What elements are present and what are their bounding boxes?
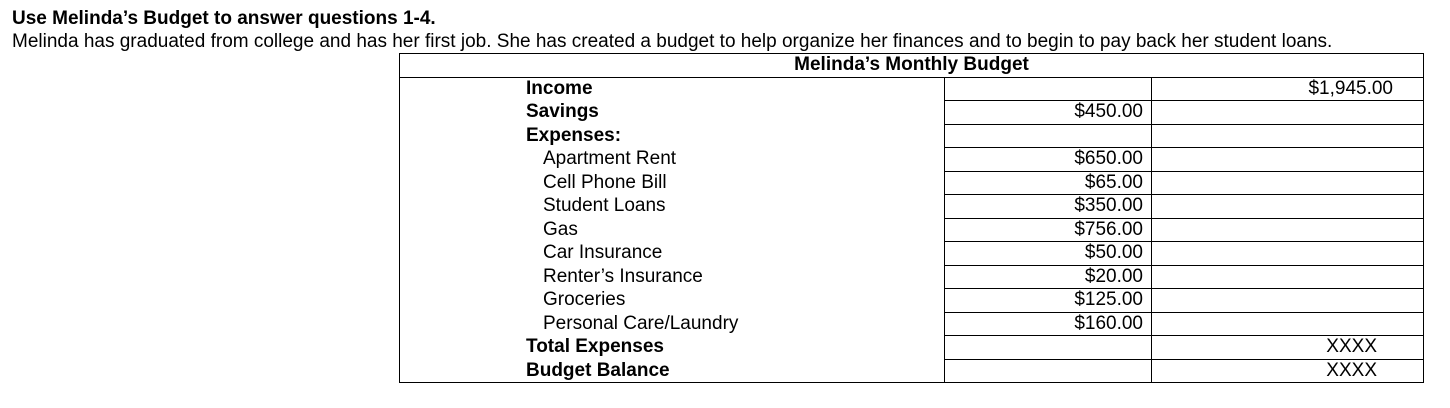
budget-row (400, 148, 1424, 172)
budget-row-total (1152, 195, 1424, 219)
budget-title-row (400, 54, 1424, 78)
budget-row-label: Gas (400, 218, 945, 242)
budget-row-total (1152, 312, 1424, 336)
budget-title: Melinda’s Monthly Budget (400, 54, 1424, 78)
intro-paragraph: Melinda has graduated from college and has her first job. She has created a budget to help organize her finances and to begin to pay back her student loans. (12, 31, 1333, 52)
budget-row-total (1152, 289, 1424, 313)
budget-row-amount: $350.00 (945, 195, 1152, 219)
budget-row-total: $1,945.00 (1152, 77, 1424, 101)
budget-row-amount: $50.00 (945, 242, 1152, 266)
budget-row-total (1152, 148, 1424, 172)
budget-row-label: Apartment Rent (400, 148, 945, 172)
budget-row-total (1152, 171, 1424, 195)
budget-row-label: Expenses: (400, 124, 945, 148)
budget-row (400, 101, 1424, 125)
budget-table-body (400, 54, 1424, 383)
budget-row-label: Personal Care/Laundry (400, 312, 945, 336)
budget-row-total (1152, 265, 1424, 289)
budget-row-amount: $125.00 (945, 289, 1152, 313)
budget-row (400, 289, 1424, 313)
budget-row (400, 171, 1424, 195)
budget-row-label: Total Expenses (400, 336, 945, 360)
budget-row (400, 265, 1424, 289)
budget-row-label: Groceries (400, 289, 945, 313)
budget-row-amount (945, 336, 1152, 360)
budget-row-label: Cell Phone Bill (400, 171, 945, 195)
budget-row (400, 124, 1424, 148)
budget-row-amount: $756.00 (945, 218, 1152, 242)
budget-row-total: XXXX (1152, 359, 1424, 383)
budget-row-amount: $650.00 (945, 148, 1152, 172)
budget-row-label: Budget Balance (400, 359, 945, 383)
budget-row-total (1152, 124, 1424, 148)
budget-row-amount (945, 77, 1152, 101)
budget-row-total (1152, 101, 1424, 125)
budget-row (400, 359, 1424, 383)
budget-row-label: Student Loans (400, 195, 945, 219)
budget-row-label: Savings (400, 101, 945, 125)
budget-row (400, 336, 1424, 360)
budget-row-label: Renter’s Insurance (400, 265, 945, 289)
budget-row-total: XXXX (1152, 336, 1424, 360)
budget-row-amount: $20.00 (945, 265, 1152, 289)
budget-table (399, 53, 1424, 383)
budget-row-amount: $450.00 (945, 101, 1152, 125)
budget-row-total (1152, 218, 1424, 242)
worksheet-heading: Use Melinda’s Budget to answer questions 1-4. (12, 8, 436, 29)
budget-row (400, 195, 1424, 219)
budget-row-amount (945, 359, 1152, 383)
budget-row-label: Car Insurance (400, 242, 945, 266)
budget-row-amount: $160.00 (945, 312, 1152, 336)
budget-row (400, 218, 1424, 242)
budget-row (400, 242, 1424, 266)
budget-row (400, 77, 1424, 101)
budget-row-amount: $65.00 (945, 171, 1152, 195)
budget-row (400, 312, 1424, 336)
budget-row-total (1152, 242, 1424, 266)
budget-row-label: Income (400, 77, 945, 101)
budget-row-amount (945, 124, 1152, 148)
